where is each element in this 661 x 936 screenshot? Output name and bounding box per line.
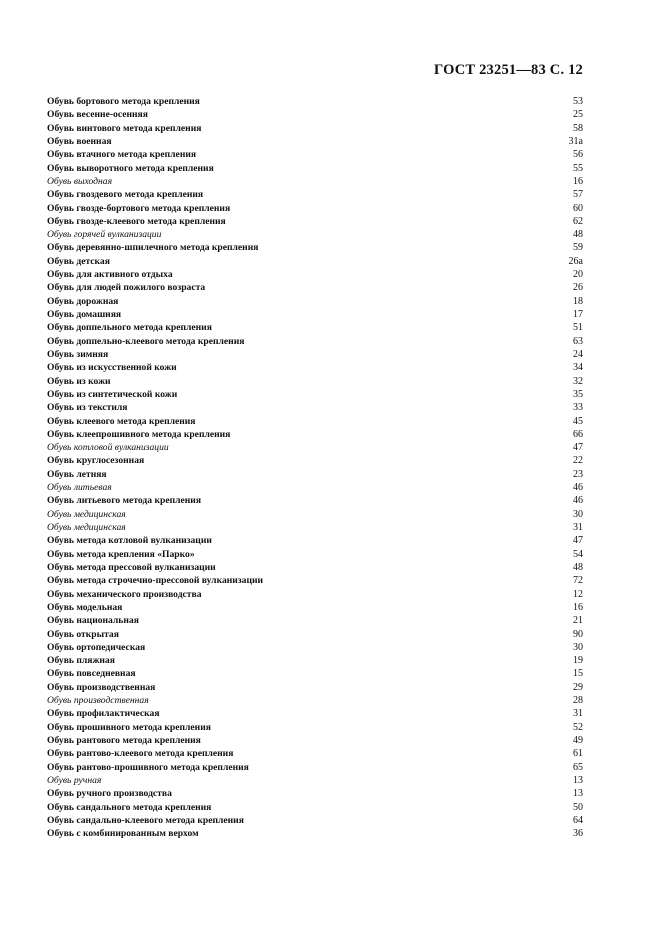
index-entry-page: 21: [573, 615, 583, 627]
index-entry: [47, 148, 583, 161]
index-entry: [47, 548, 583, 561]
index-entry: [47, 348, 583, 361]
index-entry: [47, 694, 583, 707]
index-entry-page: 90: [573, 628, 583, 640]
index-entry-page: 45: [573, 415, 583, 427]
index-entry-term: Обувь детская: [47, 255, 110, 267]
index-entry-page: 61: [573, 748, 583, 760]
index-entry-term: Обувь бортового метода крепления: [47, 96, 200, 107]
index-entry-term: Обувь для людей пожилого возраста: [47, 282, 206, 294]
index-entry-term: Обувь литьевого метода крепления: [47, 495, 202, 507]
index-entry-term: Обувь домашняя: [47, 309, 122, 320]
index-entry-term: Обувь весенне-осенняя: [47, 109, 148, 121]
index-entry: [47, 135, 583, 148]
index-entry-term: Обувь из кожи: [47, 375, 111, 387]
index-entry: [47, 614, 583, 627]
index-entry-page: 32: [573, 375, 583, 387]
index-entry: [47, 388, 583, 401]
index-entry-page: 46: [573, 482, 583, 494]
index-entry-page: 20: [573, 269, 583, 281]
index-entry: [47, 95, 583, 108]
index-entry: [47, 295, 583, 308]
index-entry: [47, 122, 583, 135]
index-entry-page: 48: [573, 561, 583, 573]
index-entry: [47, 534, 583, 547]
index-entry-page: 48: [573, 229, 583, 241]
index-entry-page: 36: [573, 828, 583, 840]
index-entry: [47, 734, 583, 747]
index-entry-term: Обувь повседневная: [47, 668, 136, 680]
index-entry: [47, 601, 583, 614]
index-entry-page: 47: [573, 535, 583, 547]
index-entry-page: 25: [573, 109, 583, 121]
index-entry-page: 65: [573, 761, 583, 773]
index-entry-term: Обувь выворотного метода крепления: [47, 162, 214, 174]
index-entry-term: Обувь медицинская: [47, 522, 126, 533]
index-entry-term: Обувь зимняя: [47, 348, 109, 360]
index-entry-term: Обувь гвоздe-бортового метода крепления: [47, 202, 231, 214]
index-entry-page: 54: [573, 548, 583, 560]
index-entry: [47, 441, 583, 454]
index-entry-term: Обувь пляжная: [47, 655, 115, 667]
index-entry-page: 24: [573, 348, 583, 360]
index-entry: [47, 321, 583, 334]
index-entry-page: 52: [573, 721, 583, 733]
index-entry-term: Обувь ручная: [47, 774, 102, 786]
index-entry: [47, 108, 583, 121]
index-entry-page: 50: [573, 801, 583, 813]
index-entry: [47, 281, 583, 294]
index-entry-page: 62: [573, 215, 583, 227]
index-entry-term: Обувь механического производства: [47, 588, 202, 600]
index-entry-page: 72: [573, 575, 583, 587]
index-entry: [47, 508, 583, 521]
index-entry: [47, 787, 583, 800]
index-entry-term: Обувь медицинская: [47, 508, 126, 520]
index-entry: [47, 721, 583, 734]
index-entry: [47, 401, 583, 414]
index-entry-term: Обувь национальная: [47, 615, 139, 627]
index-entry: [47, 628, 583, 641]
index-entry-page: 23: [573, 468, 583, 480]
index-entry: [47, 241, 583, 254]
index-entry: [47, 308, 583, 321]
index-entry: [47, 641, 583, 654]
index-entry-page: 60: [573, 202, 583, 214]
index-entry-page: 13: [573, 788, 583, 800]
index-entry-term: Обувь круглосезонная: [47, 455, 145, 467]
index-entry-page: 55: [573, 162, 583, 174]
index-entry-term: Обувь военная: [47, 135, 112, 147]
index-entry: [47, 228, 583, 241]
index-entry-term: Обувь производственная: [47, 695, 149, 707]
index-entry-term: Обувь метода прессовой вулканизации: [47, 561, 216, 573]
index-entry-term: Обувь втачного метода крепления: [47, 149, 197, 161]
index-entry-page: 17: [573, 309, 583, 320]
index-entry: [47, 255, 583, 268]
index-entry: [47, 202, 583, 215]
index-entry-page: 31а: [568, 135, 583, 147]
index-entry-term: Обувь выходная: [47, 175, 113, 187]
index-entry-page: 31: [573, 708, 583, 720]
index-entry-page: 57: [573, 189, 583, 201]
index-entry-term: Обувь рантово-прошивного метода крепления: [47, 761, 249, 773]
index-entry-page: 31: [573, 522, 583, 533]
index-entry: [47, 335, 583, 348]
index-entry-page: 28: [573, 695, 583, 707]
index-entry: [47, 494, 583, 507]
index-entry-term: Обувь рантового метода крепления: [47, 735, 201, 746]
index-entry-term: Обувь из искусственной кожи: [47, 362, 177, 374]
index-entry-term: Обувь прошивного метода крепления: [47, 721, 211, 733]
index-entry-term: Обувь гвоздевого метода крепления: [47, 189, 204, 201]
index-entry-page: 59: [573, 242, 583, 254]
index-entry-term: Обувь летняя: [47, 468, 107, 480]
index-entry: [47, 827, 583, 840]
index-entry-page: 16: [573, 601, 583, 613]
index-entry-term: Обувь профилактическая: [47, 708, 160, 720]
index-entry: [47, 761, 583, 774]
index-entry: [47, 175, 583, 188]
index-entry-page: 30: [573, 508, 583, 520]
index-entry: [47, 361, 583, 374]
index-entry: [47, 162, 583, 175]
index-entry-page: 30: [573, 641, 583, 653]
index-entry: [47, 454, 583, 467]
index-entry-page: 51: [573, 322, 583, 334]
index-entry: [47, 428, 583, 441]
index-entry-term: Обувь сандально-клеевого метода крепления: [47, 814, 244, 826]
index-entry: [47, 561, 583, 574]
index-entry-term: Обувь с комбинированным верхом: [47, 828, 199, 840]
index-entry: [47, 667, 583, 680]
index-entry: [47, 801, 583, 814]
index-entry-page: 26а: [568, 255, 583, 267]
index-entry: [47, 375, 583, 388]
index-entry: [47, 574, 583, 587]
index-entry-page: 33: [573, 402, 583, 414]
index-entry: [47, 747, 583, 760]
index-entry-page: 18: [573, 295, 583, 307]
index-entry-term: Обувь ручного производства: [47, 788, 172, 800]
index-entry-page: 26: [573, 282, 583, 294]
index-entry-page: 16: [573, 175, 583, 187]
index-entry: [47, 481, 583, 494]
index-entry-term: Обувь для активного отдыха: [47, 269, 173, 281]
index-entry: [47, 188, 583, 201]
index-entry-page: 22: [573, 455, 583, 467]
index-entry-term: Обувь клеевого метода крепления: [47, 415, 196, 427]
index-entry-page: 53: [573, 96, 583, 107]
index-entry-page: 58: [573, 122, 583, 134]
index-entry: [47, 588, 583, 601]
index-entry: [47, 681, 583, 694]
index-entry-term: Обувь ортопедическая: [47, 641, 146, 653]
index-entry: [47, 654, 583, 667]
index-entry-term: Обувь доппельного метода крепления: [47, 322, 212, 334]
page-header-title: ГОСТ 23251—83 С. 12: [434, 62, 583, 78]
index-entry-term: Обувь из текстиля: [47, 402, 128, 414]
index-entry: [47, 415, 583, 428]
index-entry-term: Обувь дорожная: [47, 295, 119, 307]
index-entry-page: 34: [573, 362, 583, 374]
index-entry-term: Обувь горячей вулканизации: [47, 229, 162, 241]
index-entry-page: 64: [573, 814, 583, 826]
index-entry-term: Обувь литьевая: [47, 482, 112, 494]
index-entry-term: Обувь модельная: [47, 601, 123, 613]
index-entry-term: Обувь из синтетической кожи: [47, 388, 178, 400]
index-entry-page: 49: [573, 735, 583, 746]
index-entry-page: 56: [573, 149, 583, 161]
index-entry-page: 19: [573, 655, 583, 667]
index-entry-page: 12: [573, 588, 583, 600]
index-entry: [47, 814, 583, 827]
index-entry: [47, 215, 583, 228]
index-entry-term: Обувь метода котловой вулканизации: [47, 535, 212, 547]
index-entry-term: Обувь клеепрошивного метода крепления: [47, 428, 231, 440]
index-entry: [47, 707, 583, 720]
index-entry-term: Обувь доппельно-клеевого метода крепления: [47, 335, 245, 347]
index-entry-term: Обувь рантово-клеевого метода крепления: [47, 748, 234, 760]
index-entry-term: Обувь открытая: [47, 628, 119, 640]
index-entry-page: 15: [573, 668, 583, 680]
index-entry: [47, 521, 583, 534]
term-index-list: [47, 95, 583, 841]
index-entry-term: Обувь производственная: [47, 681, 156, 693]
index-entry: [47, 268, 583, 281]
index-entry-term: Обувь котловой вулканизации: [47, 442, 169, 454]
index-entry-page: 63: [573, 335, 583, 347]
index-entry: [47, 774, 583, 787]
index-entry-term: Обувь деревянно-шпилечного метода крепления: [47, 242, 259, 254]
index-entry-term: Обувь метода строчечно-прессовой вулканизации: [47, 575, 264, 587]
index-entry: [47, 468, 583, 481]
index-entry-page: 35: [573, 388, 583, 400]
index-entry-term: Обувь гвоздe-клеевого метода крепления: [47, 215, 226, 227]
index-entry-term: Обувь метода крепления «Парко»: [47, 548, 195, 560]
index-entry-page: 46: [573, 495, 583, 507]
index-entry-page: 29: [573, 681, 583, 693]
index-entry-page: 47: [573, 442, 583, 454]
index-entry-page: 66: [573, 428, 583, 440]
index-entry-term: Обувь винтового метода крепления: [47, 122, 202, 134]
index-entry-term: Обувь сандального метода крепления: [47, 801, 212, 813]
index-entry-page: 13: [573, 774, 583, 786]
